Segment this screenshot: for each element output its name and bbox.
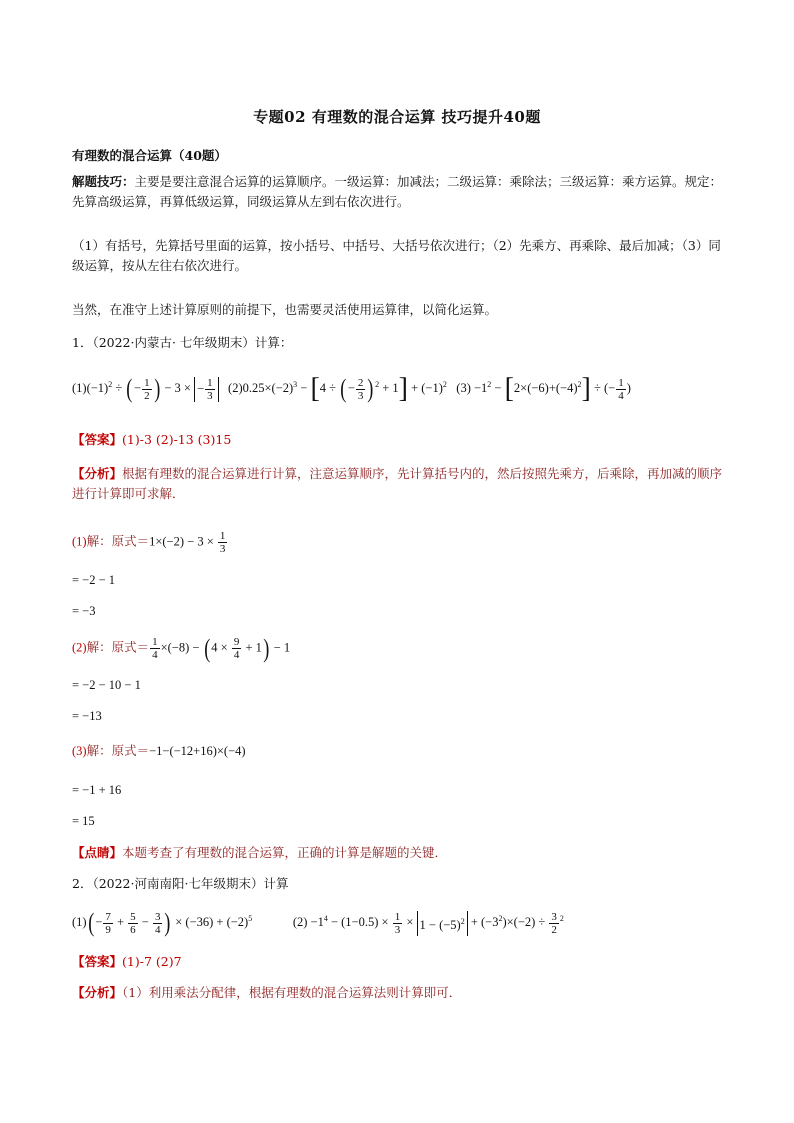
solution-1-prefix: 解：原式＝ xyxy=(86,534,150,549)
tips-text-1: 主要是要注意混合运算的运算顺序。一级运算：加减法；二级运算：乘除法；三级运算：乘方运算。规定：先算高级运算，再算低级运算，同级运算从左到右依次进行。 xyxy=(72,174,723,209)
answer-text: (1)-3 (2)-13 (3)15 xyxy=(122,432,232,447)
analysis-label: 【分析】 xyxy=(72,466,123,481)
solution-2-line-1: (2)解：原式＝ $\frac{1}{4}$ ×(−8) − (4 × $\frac{9}{4}$ + 1) − 1 xyxy=(72,633,291,663)
page-title: 专题02 有理数的混合运算 技巧提升40题 xyxy=(253,108,541,126)
tips-paragraph-2: （1）有括号，先算括号里面的运算，按小括号、中括号、大括号依次进行；（2）先乘方、再乘除、最后加减；（3）同级运算，按从左往右依次进行。 xyxy=(72,238,721,273)
comment-text: 本题考查了有理数的混合运算，正确的计算是解题的关键． xyxy=(122,845,448,860)
solution-3-line-1 xyxy=(72,741,246,761)
answer-label: 【答案】 xyxy=(72,954,123,969)
answer-text: (1)-7 (2)7 xyxy=(122,954,182,969)
analysis-label: 【分析】 xyxy=(72,985,123,1000)
solution-2-line-3: = −13 xyxy=(72,709,102,723)
solution-2-prefix: 解：原式＝ xyxy=(86,640,150,655)
question-1-header: 1．（2022·内蒙古· 七年级期末）计算： xyxy=(72,335,293,350)
solution-1-label: (1) xyxy=(72,534,87,549)
solution-3-line-2: = −1 + 16 xyxy=(72,783,122,797)
question-2-answer xyxy=(72,952,182,972)
comment-label: 【点睛】 xyxy=(72,845,123,860)
tips-label: 解题技巧： xyxy=(72,174,135,189)
solution-3-expression: −1−(−12+16)×(−4) xyxy=(149,744,246,758)
tips-paragraph-3: 当然，在准守上述计算原则的前提下，也需要灵活使用运算律，以简化运算。 xyxy=(72,302,498,317)
solution-1-line-1: (1)解：原式＝1×(−2) − 3 × $\frac{1}{3}$ xyxy=(72,530,226,555)
analysis-text: 根据有理数的混合运算进行计算，注意运算顺序，先计算括号内的，然后按照先乘方，后乘除，再加减的顺序进行计算即可求解． xyxy=(72,466,723,501)
solution-3-label: (3) xyxy=(72,744,87,758)
question-1-analysis xyxy=(72,464,732,504)
solution-2-line-2: = −2 − 10 − 1 xyxy=(72,678,141,692)
question-1-answer xyxy=(72,430,231,450)
solution-1-line-3: = −3 xyxy=(72,604,96,618)
solution-2-label: (2) xyxy=(72,640,87,655)
solution-3-prefix: 解：原式＝ xyxy=(86,744,150,758)
analysis-text: （1）利用乘法分配律，根据有理数的混合运算法则计算即可． xyxy=(122,985,462,1000)
solution-1-line-2: = −2 − 1 xyxy=(72,573,116,587)
question-2-header: 2．（2022·河南南阳·七年级期末）计算 xyxy=(72,876,289,891)
question-2-analysis xyxy=(72,983,461,1003)
question-1-comment xyxy=(72,843,447,863)
solution-3-line-3: = 15 xyxy=(72,814,95,828)
question-2-expression: (1)(− $\frac{7}{9}$ + $\frac{5}{6}$ − $\frac{3}{4}$ ) × $(-36) + (-2)^5$ $(2) -1^4 - (1-0.5)$ × $\frac{1}{3}$ × $1 - (-5)^2 + (-3^2)\times(-2)$ ÷ $\frac{3}{2}$ $^2$ xyxy=(72,908,564,938)
tips-paragraph-1 xyxy=(72,172,732,212)
section-heading: 有理数的混合运算（40题） xyxy=(72,148,227,163)
question-1-expression: $(1)(-1)^2$ ÷ (− $\frac{1}{2}$ ) − 3 × − $\frac{1}{3}$ $(2)0.25\times(-2)^3 - [4$ ÷ (− $\frac{2}{3}$ )$^2 + 1] + (-1)^2$ $(3) -1^2 - [2\times(-6)+(-4)^2]$ ÷ (− $\frac{1}{4}$ ) xyxy=(72,373,631,405)
answer-label: 【答案】 xyxy=(72,432,123,447)
